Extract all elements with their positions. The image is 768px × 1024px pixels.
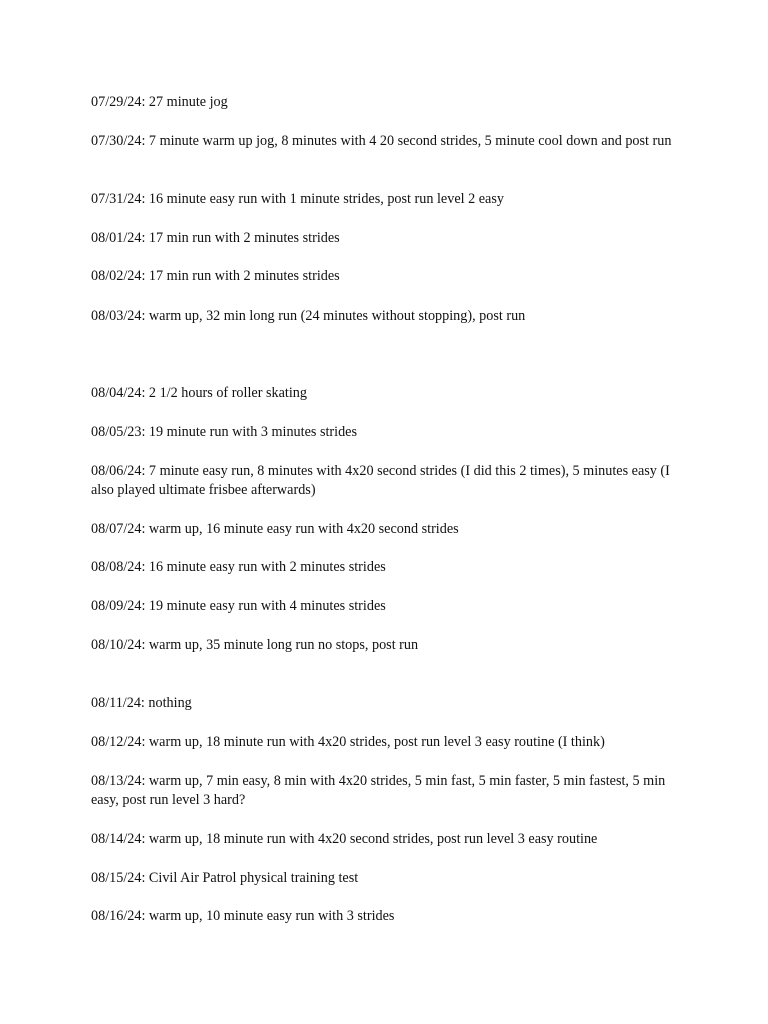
log-entry: 08/04/24: 2 1/2 hours of roller skating [91, 385, 307, 401]
log-entry: 08/03/24: warm up, 32 min long run (24 minutes without stopping), post run [91, 308, 526, 324]
log-entry: 08/12/24: warm up, 18 minute run with 4x20 strides, post run level 3 easy routine (I think) [91, 734, 605, 750]
log-entry: 08/11/24: nothing [91, 695, 192, 711]
log-entry: 08/10/24: warm up, 35 minute long run no stops, post run [91, 637, 419, 653]
log-entry: 08/15/24: Civil Air Patrol physical training test [91, 870, 359, 886]
log-entry: 08/01/24: 17 min run with 2 minutes strides [91, 230, 340, 246]
log-entry: 08/05/23: 19 minute run with 3 minutes strides [91, 424, 358, 440]
log-entry: 07/30/24: 7 minute warm up jog, 8 minutes with 4 20 second strides, 5 minute cool down and post run [91, 133, 672, 149]
log-entry: 08/08/24: 16 minute easy run with 2 minutes strides [91, 559, 386, 575]
log-entry: 08/07/24: warm up, 16 minute easy run with 4x20 second strides [91, 521, 459, 537]
log-entry: 08/02/24: 17 min run with 2 minutes strides [91, 268, 340, 284]
log-entry: 08/16/24: warm up, 10 minute easy run with 3 strides [91, 908, 395, 924]
log-entry: 07/29/24: 27 minute jog [91, 94, 228, 110]
log-entry: 08/14/24: warm up, 18 minute run with 4x20 second strides, post run level 3 easy routine [91, 831, 598, 847]
log-entry: 08/13/24: warm up, 7 min easy, 8 min with 4x20 strides, 5 min fast, 5 min faster, 5 min fastest, 5 min easy, post run level 3 hard? [91, 773, 666, 808]
log-entry: 08/06/24: 7 minute easy run, 8 minutes with 4x20 second strides (I did this 2 times), 5 minutes easy (I also played ultimate frisbee afterwards) [91, 463, 670, 498]
log-entry: 08/09/24: 19 minute easy run with 4 minutes strides [91, 598, 386, 614]
log-entry: 07/31/24: 16 minute easy run with 1 minute strides, post run level 2 easy [91, 191, 504, 207]
